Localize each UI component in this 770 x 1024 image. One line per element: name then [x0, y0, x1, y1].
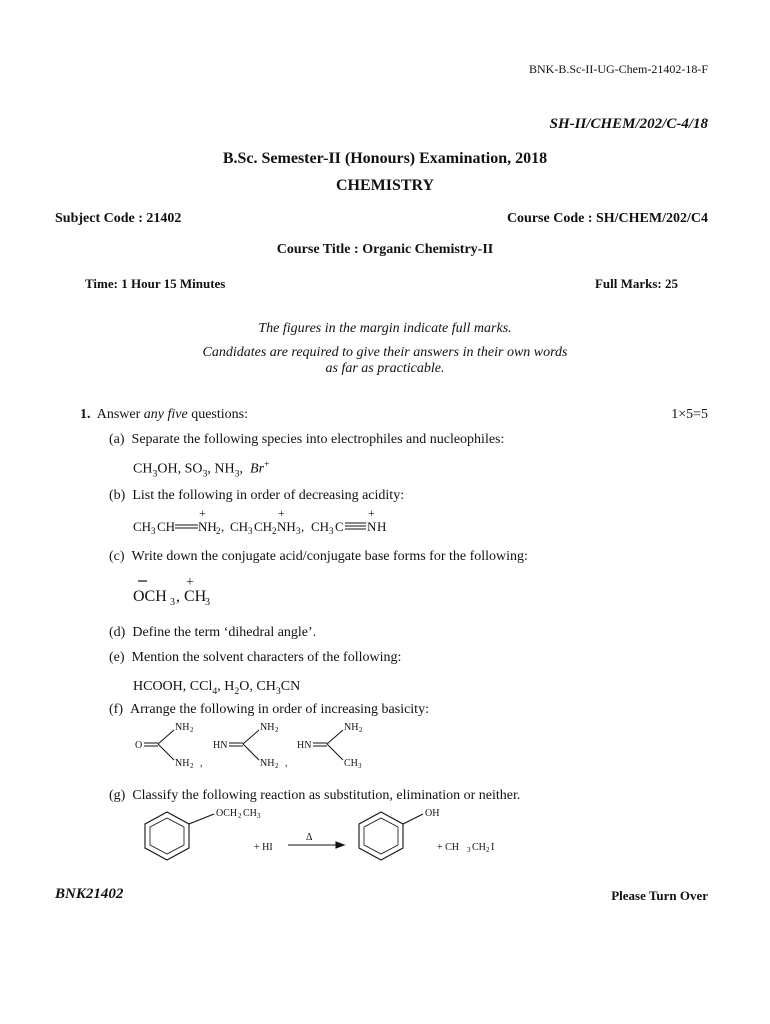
svg-text:3: 3: [329, 526, 334, 536]
svg-text:2: 2: [359, 726, 363, 734]
subquestion-e: (e) Mention the solvent characters of the following:: [109, 650, 402, 665]
exam-time: Time: 1 Hour 15 Minutes: [85, 276, 226, 291]
svg-text:I: I: [491, 842, 495, 853]
please-turn-over: Please Turn Over: [611, 888, 708, 903]
svg-text:NH: NH: [175, 722, 190, 733]
svg-text:3: 3: [248, 526, 253, 536]
instruction-line-3: as far as practicable.: [325, 361, 445, 376]
svg-text:NH: NH: [198, 519, 217, 534]
reaction-scheme: [140, 804, 520, 868]
svg-text:2: 2: [486, 846, 490, 854]
subquestion-c: (c) Write down the conjugate acid/conjugate base forms for the following:: [109, 549, 528, 564]
course-code: Course Code : SH/CHEM/202/C4: [506, 211, 708, 226]
svg-text:OCH: OCH: [216, 808, 238, 819]
svg-text:+ HI: + HI: [254, 842, 273, 853]
species-list-a: $CH_3OH$, $SO_3$, $NH_3$, Br+: [133, 459, 270, 480]
prompt-emphasis: any five: [143, 407, 188, 422]
subquestion-g: (g) Classify the following reaction as substitution, elimination or neither.: [109, 788, 521, 803]
svg-text:CH: CH: [133, 519, 152, 534]
reference-code: BNK-B.Sc-II-UG-Chem-21402-18-F: [529, 62, 708, 76]
svg-text:N: N: [367, 519, 377, 534]
subquestion-d: (d) Define the term ‘dihedral angle’.: [109, 625, 317, 640]
svg-text:3: 3: [467, 846, 471, 854]
footer-code: BNK21402: [55, 886, 124, 902]
exam-title: B.Sc. Semester-II (Honours) Examination, 2018: [222, 150, 548, 167]
paper-code: SH-II/CHEM/202/C-4/18: [549, 116, 708, 132]
question-number: 1.: [80, 407, 91, 422]
svg-text:3: 3: [151, 526, 156, 536]
svg-text:OCH: OCH: [133, 588, 167, 605]
svg-text:+: +: [368, 508, 375, 520]
basicity-structures: [130, 718, 390, 774]
solvent-list: HCOOH, CCl$_4$, $H_2O$, $CH_3CN$: [133, 679, 301, 697]
svg-text:2: 2: [216, 526, 221, 536]
svg-text:2: 2: [275, 726, 279, 734]
svg-text:3: 3: [296, 526, 301, 536]
svg-text:NH: NH: [260, 758, 275, 769]
svg-text:2: 2: [238, 812, 242, 820]
svg-text:CH: CH: [184, 588, 207, 605]
svg-text:,: ,: [285, 758, 288, 769]
svg-text:NH: NH: [344, 722, 359, 733]
svg-text:,: ,: [200, 758, 203, 769]
acidity-structures: [130, 508, 400, 538]
course-title: Course Title : Organic Chemistry-II: [276, 242, 494, 257]
svg-text:+: +: [199, 508, 206, 520]
instruction-line-1: The figures in the margin indicate full marks.: [258, 321, 512, 336]
svg-text:3: 3: [358, 762, 362, 770]
svg-text:NH: NH: [277, 519, 296, 534]
question-1-prompt: 1. Answer any five questions:: [80, 407, 248, 422]
svg-text:CH: CH: [344, 758, 358, 769]
svg-text:CH: CH: [311, 519, 330, 534]
instruction-line-2: Candidates are required to give their answers in their own words: [202, 345, 568, 360]
subquestion-a: (a) Separate the following species into electrophiles and nucleophiles:: [109, 432, 505, 447]
svg-text:+: +: [186, 575, 194, 590]
svg-text:2: 2: [190, 762, 194, 770]
svg-text:+: +: [278, 508, 285, 520]
svg-text:CH: CH: [243, 808, 257, 819]
svg-text:2: 2: [190, 726, 194, 734]
svg-text:H: H: [377, 519, 387, 534]
svg-text:2: 2: [272, 526, 277, 536]
svg-text:+ CH: + CH: [437, 842, 460, 853]
svg-text:OH: OH: [425, 808, 440, 819]
svg-text:HN: HN: [297, 740, 312, 751]
svg-text:NH: NH: [175, 758, 190, 769]
svg-text:NH: NH: [260, 722, 275, 733]
svg-text:,: ,: [221, 519, 225, 534]
svg-text:3: 3: [205, 597, 210, 608]
svg-text:CH: CH: [157, 519, 176, 534]
svg-text:2: 2: [275, 762, 279, 770]
subject-title: CHEMISTRY: [335, 177, 435, 194]
subquestion-b: (b) List the following in order of decreasing acidity:: [109, 488, 405, 503]
svg-text:3: 3: [170, 597, 175, 608]
svg-text:Δ: Δ: [306, 832, 313, 843]
svg-text:CH: CH: [230, 519, 249, 534]
svg-text:C: C: [335, 519, 344, 534]
svg-text:CH: CH: [472, 842, 486, 853]
subject-code: Subject Code : 21402: [55, 211, 182, 226]
svg-text:,: ,: [301, 519, 305, 534]
svg-text:CH: CH: [254, 519, 273, 534]
svg-text:O: O: [135, 740, 143, 751]
svg-text:,: ,: [176, 588, 180, 605]
question-1-marks: 1×5=5: [671, 407, 708, 422]
conjugate-species: [130, 572, 230, 608]
svg-text:3: 3: [257, 812, 261, 820]
subquestion-f: (f) Arrange the following in order of increasing basicity:: [109, 702, 429, 717]
svg-text:HN: HN: [213, 740, 228, 751]
full-marks: Full Marks: 25: [594, 276, 678, 291]
